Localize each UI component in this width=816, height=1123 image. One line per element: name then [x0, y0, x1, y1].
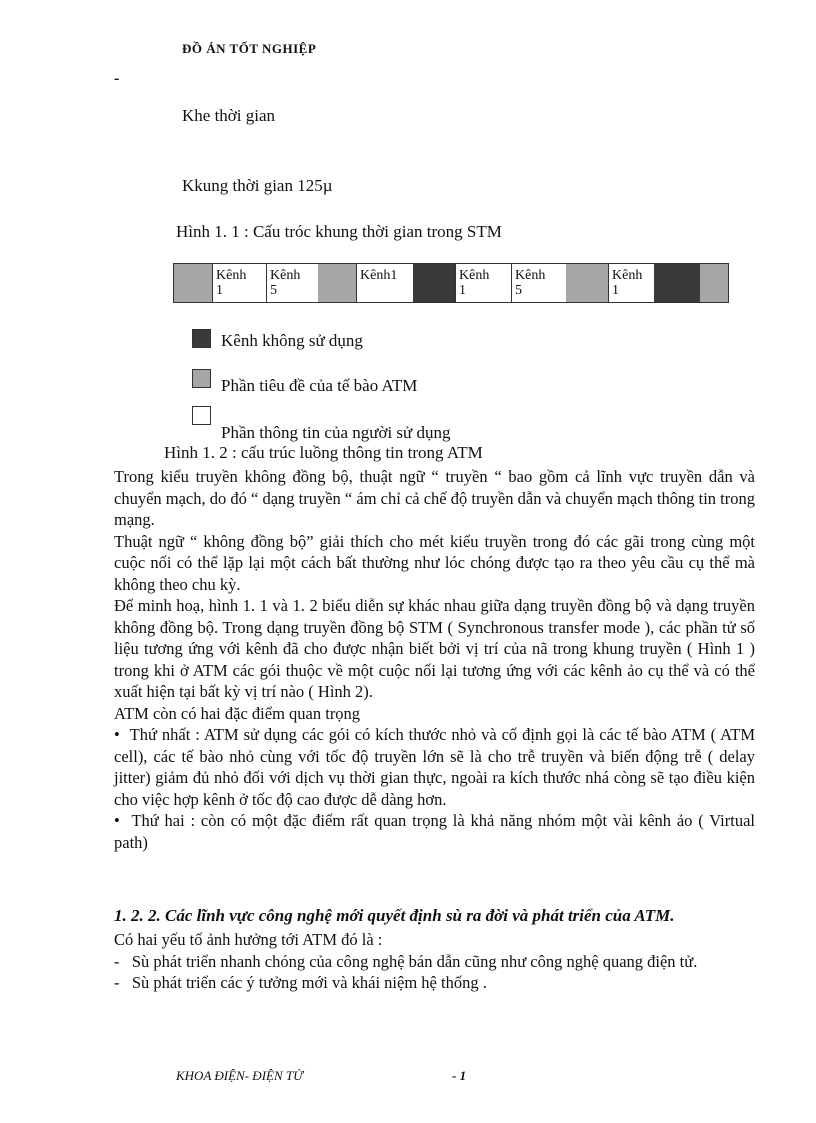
bullet-icon: • [114, 725, 120, 744]
figure-1-caption: Hình 1. 1 : Cấu tróc khung thời gian trong STM [176, 222, 502, 241]
legend-info-swatch [192, 406, 211, 425]
strip-segment-channel: Kênh1 [356, 264, 413, 302]
atm-cell-strip [173, 263, 729, 303]
body-text [114, 466, 755, 853]
figure-2-caption: Hình 1. 2 : cấu trúc luồng thông tin trong ATM [164, 443, 483, 462]
section-heading: 1. 2. 2. Các lĩnh vực công nghệ mới quyết định sù ra đời và phát triển của ATM. [114, 906, 675, 925]
paragraph: ATM còn có hai đặc điểm quan trọng [114, 703, 361, 723]
legend-header-label: Phần tiêu đề của tế bào ATM [221, 376, 418, 395]
strip-segment-channel: Kênh 1 [212, 264, 266, 302]
strip-segment-header [700, 264, 728, 302]
strip-segment-channel: Kênh 1 [608, 264, 654, 302]
footer-department: KHOA ĐIỆN- ĐIỆN TỬ [176, 1068, 303, 1083]
bullet-item: • Thứ hai : còn có một đặc điểm rất quan trọng là khả năng nhóm một vài kênh ảo ( Virtual path) [114, 811, 756, 852]
strip-segment-header [566, 264, 608, 302]
paragraph: Có hai yếu tố ảnh hưởng tới ATM đó là : [114, 930, 383, 949]
time-slot-label: Khe thời gian [182, 106, 276, 125]
legend-header-swatch [192, 369, 211, 388]
bullet-icon: • [114, 811, 120, 830]
page-header-title: ĐỒ ÁN TỐT NGHIỆP [182, 41, 317, 56]
time-frame-label: Kkung thời gian 125µ [182, 176, 333, 195]
footer-page-number: - 1 [452, 1068, 467, 1083]
list-item: - Sù phát triển các ý tưởng mới và khái niệm hệ thống . [114, 973, 487, 992]
strip-segment-unused [654, 264, 700, 302]
strip-segment-unused [413, 264, 455, 302]
dash-marker: - [114, 70, 120, 87]
legend-unused-swatch [192, 329, 211, 348]
strip-segment-channel: Kênh 5 [511, 264, 566, 302]
bullet-item: • Thứ nhất : ATM sử dụng các gói có kích thước nhỏ và cố định gọi là các tế bào ATM ( ATM cell), các tế bào nhỏ cùng với tốc độ truyền lớn sẽ là cho trễ truyền và biến động trễ ( delay jitter) giảm đủ nhỏ đối với dịch vụ thời gian thực, ngoài ra kích thước nhá còng sẽ tạo điều kiện cho việc hợp kênh ở tốc độ cao được dễ dàng hơn. [114, 725, 755, 809]
paragraph: Thuật ngữ “ không đồng bộ” giải thích cho mét kiểu truyền trong đó các gãi trong cùng một cuộc nối có thể lặp lại một cách bất thường như lóc chóng được tạo ra theo yêu cầu cụ thể mà không theo chu kỳ. [114, 531, 755, 594]
list-item: - Sù phát triển nhanh chóng của công nghệ bán dẫn cũng như công nghệ quang điện tử. [114, 951, 698, 971]
section-body [114, 929, 755, 994]
strip-segment-header [174, 264, 212, 302]
paragraph: Để minh hoạ, hình 1. 1 và 1. 2 biểu diễn sự khác nhau giữa dạng truyền đồng bộ và dạng truyền không đồng bộ. Trong dạng truyền đồng bộ STM ( Synchronous transfer mode ), các phần tử số liệu tương ứng với kênh đã cho được nhận biết bởi vị trí của nã trong khung truyền ( Hình 1 ) trong khi ở ATM các gói thuộc về một cuộc nối lại tương ứng với các kênh ảo cụ thể và có thể xuất hiện tại bất kỳ vị trí nào ( Hình 2). [114, 596, 755, 701]
legend-unused-label: Kênh không sử dụng [221, 331, 363, 350]
paragraph: Trong kiểu truyền không đồng bộ, thuật ngữ “ truyền “ bao gồm cả lĩnh vực truyền dẫn và chuyển mạch, do đó “ dạng truyền “ ám chỉ cả chế độ truyền dẫn và chuyển mạch thông tin trong mạng. [114, 467, 755, 529]
legend-info-label: Phần thông tin của người sử dụng [221, 423, 451, 442]
strip-segment-channel: Kênh 1 [455, 264, 511, 302]
strip-segment-header [318, 264, 356, 302]
strip-segment-channel: Kênh 5 [266, 264, 318, 302]
